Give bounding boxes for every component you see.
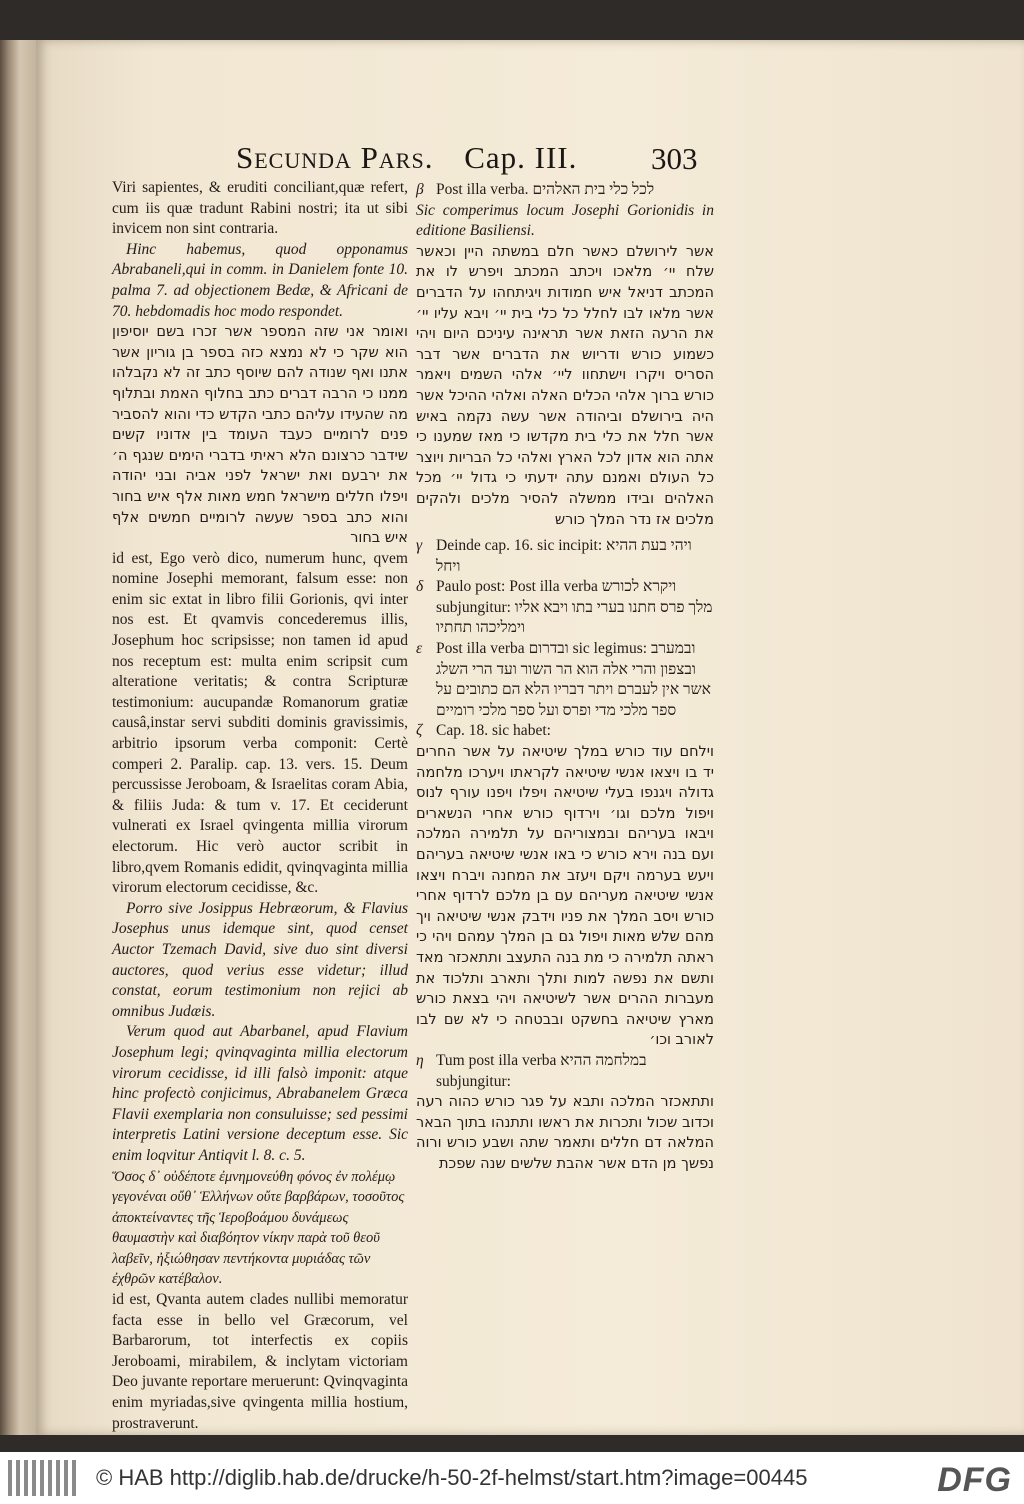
footnote-epsilon [416,639,714,721]
footnote-zeta [416,721,714,742]
hab-barcode-logo [8,1460,78,1496]
footnote-gamma [416,536,714,577]
footnote-text: Deinde cap. 16. sic incipit: ויהי בעת ההיא ויחל [436,537,692,575]
paragraph: Hinc habemus, quod opponamus Abrabaneli,qui in comm. in Danielem fonte 10. palma 7. ad objectionem Bedæ, & Africani de 70. hebdomadis hoc modo respondet. [112,240,408,320]
copyright-link[interactable]: © HAB http://diglib.hab.de/drucke/h-50-2f-helmst/start.htm?image=00445 [96,1465,808,1490]
paragraph: Verum quod aut Abarbanel, apud Flavium Josephum legi; qvinqvaginta millia electorum virorum cecidisse, id illi falsò imponit: atque hinc profectò conjicimus, Abrabanelem Græca Flavii exemplaria non consuluisse; sed pessimi interpretis Latini versione deceptum esse. Sic enim loqvitur Antiqvit l. 8. c. 5. [112,1023,408,1164]
book-page [36,40,1024,1435]
left-text-column [112,178,408,1432]
paragraph: id est, Ego verò dico, numerum hunc, qvem nomine Josephi memorant, falsum esse: non enim sic extat in libro filii Gorionis, qvi inter nos est. Et qvamvis concederemus illis, Josephum hoc scripsisse; non tamen id apud nos receptum est: multa enim scripsit cum alteratione veritatis; & contra Scripturæ testimonium: aucupandæ Romanorum gratiæ causâ,instar servi subditi dominis gravissimis, arbitrio ipsorum verba componit: Certè comperi 2. Paralip. cap. 13. vers. 15. Deum percussisse Jeroboam, & Israelitas coram Abia, & filiis Juda: & tum v. 17. Et ceciderunt vulnerati ex Israel qvingenta millia virorum electorum. Hic verò auctor scribit in libro,qvem Romanis edidit, qvinqvaginta millia virorum electorum cecidisse, &c. [112,549,408,897]
paragraph: Porro sive Josippus Hebræorum, & Flavius Josephus unus idemque sint, quod censet Auctor Tzemach David, sive duo sint diversi auctores, quod verius esse videtur; illud constat, eorum testimonium non rejici ab omnibus Judæis. [112,899,408,1020]
right-text-column [416,180,714,1330]
hebrew-passage: ותתאכזר המלכה ותבא על פגר כורש כהוה רעה וכדוב שכול ותכרות את ראשו ותתנהו בתוך הבאר המלאה דם חללים ותאמר שתה ושבע כורש ורוה נפשך מן הדם אשר אהבת שלשים שנה שפכת [416,1094,714,1172]
footnote-eta [416,1051,714,1092]
dfg-logo: DFG [937,1461,1012,1499]
footnote-mark: η [416,1051,424,1069]
footnote-text: Paulo post: Post illa verba ויקרא לכורש subjungitur: מלך פרס חתנו בערי בתו ויבא אליו וימליכהו תחתיו [436,578,713,637]
paragraph: Sic comperimus locum Josephi Gorionidis in editione Basiliensi. [416,201,714,240]
greek-passage: Ὅσος δ᾽ οὐδέποτε ἐμνημονεύθη φόνος ἐν πολέμῳ γεγονέναι οὔθ᾽ Ἑλλήνων οὔτε βαρβάρων, τοσοῦτος ἀποκτείναντες τῆς Ἱεροβοάμου δυνάμεως θαυμαστὴν καὶ διαβόητον νίκην παρὰ τοῦ θεοῦ λαβεῖν, ἠξιώθησαν πεντήκοντα μυριάδας τῶν ἐχθρῶν κατέβαλον. [112,1168,405,1288]
paragraph: Viri sapientes, & eruditi conciliant,quæ refert, cum iis quæ tradunt Rabini nostri; ita ut sibi invicem non sint contraria. [112,179,408,238]
footnote-text: Tum post illa verba במלחמה ההיא subjungitur: [436,1051,647,1090]
footnote-mark: ε [416,640,423,658]
footnote-delta [416,577,714,639]
footnote-text: Cap. 18. sic habet: [436,722,551,740]
running-head-chapter: Cap. III. [464,140,578,175]
footnote-mark: β [416,181,424,198]
footer-bar [0,1452,1024,1504]
footnote-beta [416,180,714,201]
page-number: 303 [651,141,698,176]
running-head-part: Secunda Pars. [236,140,434,175]
footnote-mark: γ [416,537,423,555]
hebrew-passage: אשר לירושלם כאשר חלם במשתה היין וכאשר שלח יי׳ מלאכו ויכתב המכתב ויפרש לו את המכתב דניאל איש חמודות ויגיתחהו על הדברים אשר מלאו לבו לחלל כל כלי בית יי׳ ויבא עליו יי׳ את הרעה הזאת אשר תראינה עיניכם היום ויהי כשמוע כורש ודריוש את הדברים אשר דבר הסריס ויקרו וישתחוו ליי׳ אלהי השמים ויאמר כורש ברוך אלהי הכלים האלה ואלהי ההיכל אשר היה בירושלם וביהודה אשר עשה נקמה באיש אשר חלל את כלי בית מקדשו כי מאז שמענו כי אתה הוא אדון לכל הארץ ואלהי כל הבריות ויוצר כל העולם ואמנם עתה ידעתי כי גדול יי׳ מכל האלהים ובידו ממשלה להסיר מלכים ולהקים מלכים אז נדר המלך כורש [416,243,714,528]
footnote-text: Post illa verba. לכל כלי בית האלהים [436,181,655,198]
footnote-mark: ζ [416,722,423,740]
footnote-text: Post illa verba ובדרום sic legimus: ובמערב ובצפון והרי אלה הוא הר השור ועד הרי השלג אשר אין לעברם ויתר דבריו הלא הם כתובים על ספר מלכי מדי ופרס ועל ספר מלכי רומיים [436,640,711,719]
paragraph: id est, Qvanta autem clades nullibi memoratur facta esse in bello vel Græcorum, vel Barbarorum, tot interfectis ex copiis Jeroboami, mirabilem, & inclytam victoriam Deo juvante reportare meruerunt: Qvinqvaginta enim myriadas,sive qvingenta millia hostium, prostraverunt. [112,1291,408,1432]
previous-page-edge [0,40,36,1435]
hebrew-passage: ואומר אני שזה המספר אשר זכרו בשם יוסיפון הוא שקר כי לא נמצא כזה בספר בן גוריון אשר אתנו ואף שנודה להם שיוסף כתב זה לא נקבלהו ממנו כי הרבה דברים כתב בחלוף האמת ובתלוף מה שהעידו עליהם כתבי הקדש כדי והוא להסביר פנים לרומיים כעבד העומד בין אדוניו קשים שידבר כרצונם הלא ראיתי בדברי הימים שנגף ה׳ את ירבעם ואת ישראל לפני אביה ובני יהודה ויפלו חללים מישראל חמש מאות אלף איש בחור והוא כתב בספר שעשה לרומיים חמשים אלף איש בחור [112,324,408,547]
footnote-mark: δ [416,578,424,596]
hebrew-passage: וילחם עוד כורש במלך שיטיאה על אשר החרים יד בו ויצאו אנשי שיטיאה לקראתו ויערכו מלחמה גדולה ויגנפו בעלי שיטיאה ויפלו ויפנו עורף לנוס ויפול מלכם וגו׳ וירדוף כורש אחרי הנשארים ויבאו בעריהם ובמצוריהם על תלמירה המלכה ועם בנה וירא כורש כי באו אנשי שיטיאה בעריהם ויעש בערמה ויקם ויעזב את המחנה ויברח ויצאו אנשי שיטיאה מעריהם עם בן מלכם לרדוף אחרי כורש ויסב המלך את פניו וידבק אנשי שיטיאה ויך מהם שלש מאות ויפול גם בן המלך עמהם ויהי כי ראתה תלמירה כי מת בנה התעצב ותתאכזר מאד ותשם את נפשה למות ותלך ותארב ותלכוד את מעברות ההרים אשר לשיטיאה ויהי בצאת כורש מארץ שיטיאה בחשקט ובבטחה כי לא שם לבו לאורב וכו׳ [416,744,714,1049]
